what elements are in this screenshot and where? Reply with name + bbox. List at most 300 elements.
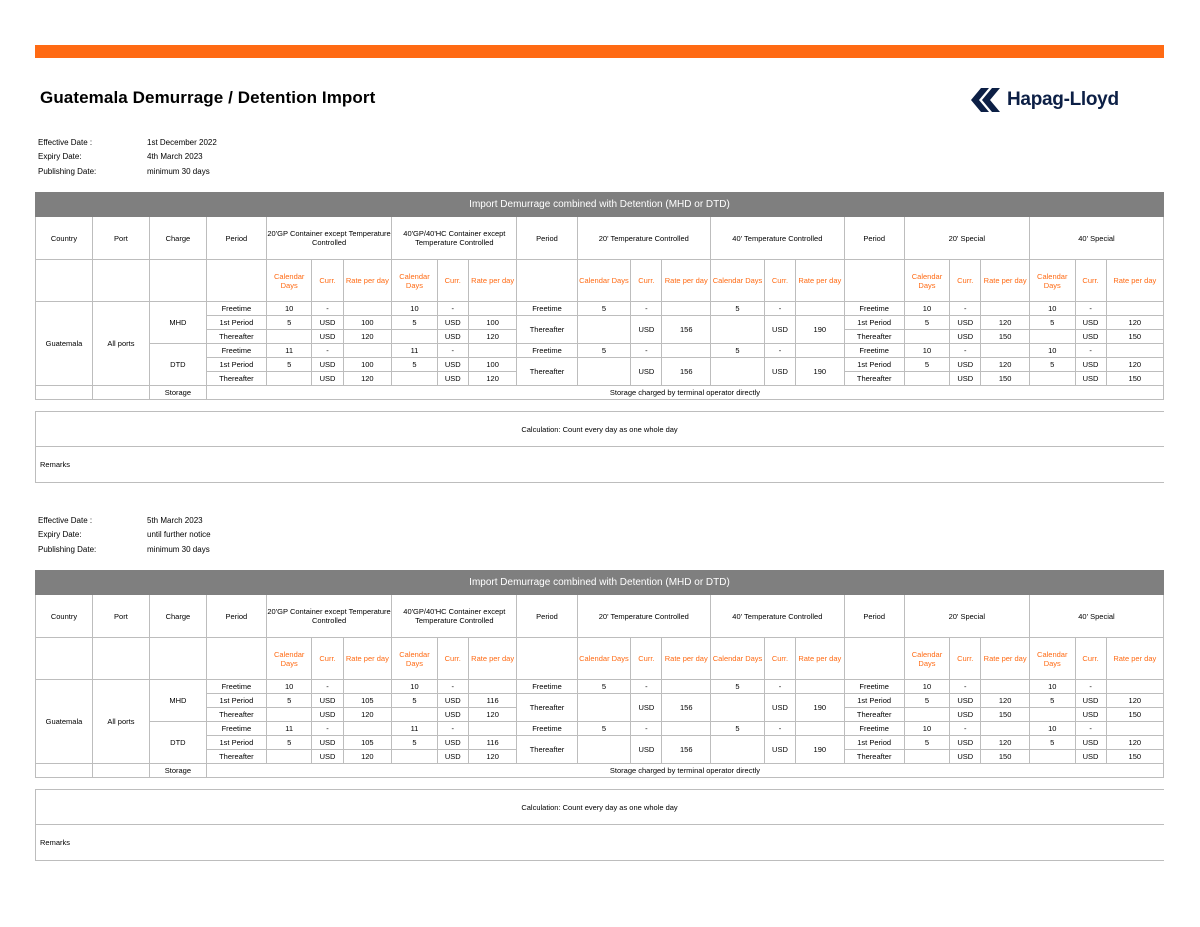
publishing-date-label: Publishing Date: (38, 544, 97, 554)
period-cell: Freetime (844, 302, 904, 316)
value-cell: 10 (1029, 302, 1075, 316)
period-cell: 1st Period (844, 316, 904, 330)
value-cell: USD (312, 316, 343, 330)
value-cell: USD (437, 694, 468, 708)
period-cell: Thereafter (517, 358, 577, 386)
period-cell: 1st Period (206, 316, 266, 330)
blank-cell (92, 386, 149, 400)
table-band-title: Import Demurrage combined with Detention (MHD or DTD) (36, 571, 1164, 595)
value-cell (904, 708, 950, 722)
sub-calendar-days: Calendar Days (1029, 638, 1075, 680)
sub-calendar-days: Calendar Days (577, 638, 631, 680)
value-cell (981, 302, 1030, 316)
sub-rate-per-day: Rate per day (795, 638, 844, 680)
value-cell: 150 (1106, 372, 1163, 386)
value-cell (981, 722, 1030, 736)
value-cell (392, 708, 438, 722)
value-cell: 100 (343, 316, 392, 330)
charge-mhd: MHD (149, 680, 206, 722)
value-cell: - (437, 722, 468, 736)
country-cell: Guatemala (36, 302, 93, 386)
value-cell: 116 (468, 736, 517, 750)
effective-date-value: 5th March 2023 (147, 516, 203, 525)
value-cell: - (312, 722, 343, 736)
value-cell: 100 (343, 358, 392, 372)
value-cell: 120 (343, 372, 392, 386)
period-cell: 1st Period (844, 736, 904, 750)
value-cell: USD (950, 694, 981, 708)
value-cell (711, 694, 765, 722)
value-cell: 5 (266, 694, 312, 708)
value-cell: 120 (981, 358, 1030, 372)
value-cell: USD (764, 358, 795, 386)
value-cell: USD (312, 330, 343, 344)
value-cell: 156 (662, 316, 711, 344)
value-cell (1106, 344, 1163, 358)
period-cell: Thereafter (206, 750, 266, 764)
expiry-date-value: 4th March 2023 (147, 152, 203, 162)
value-cell (266, 708, 312, 722)
value-cell: 120 (1106, 316, 1163, 330)
value-cell: USD (950, 372, 981, 386)
value-cell: 120 (468, 750, 517, 764)
sub-calendar-days: Calendar Days (1029, 260, 1075, 302)
value-cell (662, 344, 711, 358)
value-cell: 150 (981, 330, 1030, 344)
value-cell: - (631, 680, 662, 694)
value-cell: 5 (711, 680, 765, 694)
value-cell: 120 (1106, 358, 1163, 372)
value-cell: USD (950, 736, 981, 750)
value-cell: USD (437, 736, 468, 750)
sub-calendar-days: Calendar Days (904, 638, 950, 680)
value-cell: USD (437, 358, 468, 372)
period-cell: Freetime (844, 344, 904, 358)
sub-currency: Curr. (437, 260, 468, 302)
value-cell (266, 750, 312, 764)
value-cell: - (950, 722, 981, 736)
value-cell (795, 722, 844, 736)
value-cell: USD (312, 750, 343, 764)
value-cell: 5 (577, 344, 631, 358)
value-cell (795, 680, 844, 694)
value-cell (468, 680, 517, 694)
period-cell: Freetime (206, 302, 266, 316)
effective-date-label: Effective Date : (38, 516, 93, 525)
value-cell: - (764, 302, 795, 316)
period-cell: 1st Period (206, 736, 266, 750)
storage-note: Storage charged by terminal operator directly (206, 764, 1163, 778)
value-cell: 156 (662, 736, 711, 764)
value-cell (662, 722, 711, 736)
header-period: Period (206, 217, 266, 260)
value-cell: - (312, 680, 343, 694)
sub-rate-per-day: Rate per day (1106, 260, 1163, 302)
value-cell: 5 (392, 736, 438, 750)
header-charge: Charge (149, 595, 206, 638)
publishing-date-value: minimum 30 days (147, 544, 210, 554)
expiry-date-value: until further notice (147, 530, 211, 540)
value-cell: USD (437, 316, 468, 330)
value-cell: 5 (266, 316, 312, 330)
value-cell: 5 (392, 358, 438, 372)
value-cell: - (631, 344, 662, 358)
value-cell: 10 (266, 680, 312, 694)
blank-cell (92, 260, 149, 302)
sub-calendar-days: Calendar Days (266, 260, 312, 302)
value-cell: 150 (1106, 708, 1163, 722)
header-20-special: 20' Special (904, 217, 1029, 260)
sub-rate-per-day: Rate per day (981, 638, 1030, 680)
value-cell: 120 (468, 708, 517, 722)
value-cell: 10 (1029, 344, 1075, 358)
header-40gp-hc: 40'GP/40'HC Container except Temperature Controlled (392, 595, 517, 638)
sub-currency: Curr. (1075, 260, 1106, 302)
header-20-special: 20' Special (904, 595, 1029, 638)
brand-name: Hapag-Lloyd (1007, 89, 1119, 110)
effective-date-value: 1st December 2022 (147, 138, 217, 147)
value-cell (981, 680, 1030, 694)
value-cell: - (312, 344, 343, 358)
value-cell: 5 (1029, 736, 1075, 750)
value-cell (577, 316, 631, 344)
country-cell: Guatemala (36, 680, 93, 764)
blank-cell (36, 260, 93, 302)
period-cell: 1st Period (844, 694, 904, 708)
value-cell: USD (1075, 358, 1106, 372)
value-cell: - (631, 302, 662, 316)
value-cell (711, 316, 765, 344)
value-cell: USD (950, 708, 981, 722)
value-cell: USD (312, 694, 343, 708)
value-cell: 5 (904, 736, 950, 750)
value-cell: USD (312, 358, 343, 372)
header-period: Period (844, 217, 904, 260)
value-cell (711, 736, 765, 764)
value-cell (904, 372, 950, 386)
sub-currency: Curr. (312, 260, 343, 302)
value-cell: 11 (266, 722, 312, 736)
value-cell (343, 344, 392, 358)
header-40gp-hc: 40'GP/40'HC Container except Temperature Controlled (392, 217, 517, 260)
header-40-temp: 40' Temperature Controlled (711, 595, 845, 638)
value-cell: - (950, 680, 981, 694)
blank-cell (206, 260, 266, 302)
expiry-date-label: Expiry Date: (38, 152, 82, 162)
value-cell: 120 (1106, 694, 1163, 708)
value-cell: USD (631, 694, 662, 722)
page-title: Guatemala Demurrage / Detention Import (40, 88, 376, 107)
sub-rate-per-day: Rate per day (468, 260, 517, 302)
value-cell (1106, 722, 1163, 736)
period-cell: Freetime (517, 344, 577, 358)
value-cell: 100 (468, 316, 517, 330)
period-cell: Freetime (206, 680, 266, 694)
value-cell: USD (764, 736, 795, 764)
value-cell (343, 722, 392, 736)
value-cell: 10 (1029, 680, 1075, 694)
header-period: Period (517, 595, 577, 638)
header-20-temp: 20' Temperature Controlled (577, 217, 711, 260)
header-40-special: 40' Special (1029, 595, 1163, 638)
rate-table-1 (35, 192, 1164, 400)
value-cell (795, 302, 844, 316)
value-cell: - (437, 680, 468, 694)
value-cell (1029, 708, 1075, 722)
value-cell (981, 344, 1030, 358)
sub-calendar-days: Calendar Days (392, 260, 438, 302)
value-cell: - (950, 344, 981, 358)
value-cell: USD (631, 358, 662, 386)
value-cell: 5 (904, 358, 950, 372)
period-cell: Thereafter (844, 372, 904, 386)
value-cell: USD (631, 736, 662, 764)
period-cell: Thereafter (206, 372, 266, 386)
sub-currency: Curr. (764, 638, 795, 680)
publishing-date-label: Publishing Date: (38, 166, 97, 176)
charge-dtd: DTD (149, 722, 206, 764)
value-cell: 150 (981, 750, 1030, 764)
value-cell: 150 (981, 708, 1030, 722)
period-cell: Thereafter (844, 330, 904, 344)
value-cell (1029, 750, 1075, 764)
value-cell (711, 358, 765, 386)
value-cell: 5 (266, 358, 312, 372)
rate-table-2 (35, 570, 1164, 778)
period-cell: 1st Period (844, 358, 904, 372)
value-cell (343, 302, 392, 316)
value-cell (904, 330, 950, 344)
charge-mhd: MHD (149, 302, 206, 344)
top-accent-bar (35, 45, 1164, 58)
value-cell: 5 (711, 722, 765, 736)
value-cell: USD (1075, 750, 1106, 764)
value-cell: 120 (343, 330, 392, 344)
header-period: Period (844, 595, 904, 638)
value-cell: 5 (392, 694, 438, 708)
remarks-label: Remarks (40, 460, 71, 469)
effective-date-label: Effective Date : (38, 138, 93, 147)
value-cell: - (764, 344, 795, 358)
value-cell: USD (950, 358, 981, 372)
value-cell: 11 (392, 344, 438, 358)
value-cell: 10 (392, 680, 438, 694)
value-cell: 5 (266, 736, 312, 750)
value-cell: - (764, 722, 795, 736)
value-cell: - (1075, 680, 1106, 694)
hapag-lloyd-swoosh-icon (967, 88, 1001, 112)
period-cell: Thereafter (517, 736, 577, 764)
value-cell: - (1075, 344, 1106, 358)
value-cell (662, 680, 711, 694)
value-cell: 10 (904, 302, 950, 316)
value-cell (577, 736, 631, 764)
sub-calendar-days: Calendar Days (904, 260, 950, 302)
value-cell: 5 (1029, 694, 1075, 708)
value-cell (266, 330, 312, 344)
blank-cell (844, 638, 904, 680)
value-cell: 150 (1106, 750, 1163, 764)
blank-cell (92, 764, 149, 778)
value-cell: 120 (1106, 736, 1163, 750)
value-cell: 5 (904, 316, 950, 330)
header-20gp: 20'GP Container except Temperature Controlled (266, 217, 391, 260)
header-period: Period (517, 217, 577, 260)
calculation-box-1 (35, 411, 1164, 483)
sub-calendar-days: Calendar Days (392, 638, 438, 680)
section-1-meta (38, 136, 217, 179)
value-cell: 10 (266, 302, 312, 316)
header-40-special: 40' Special (1029, 217, 1163, 260)
value-cell: USD (1075, 330, 1106, 344)
period-cell: Thereafter (844, 708, 904, 722)
period-cell: Freetime (206, 722, 266, 736)
period-cell: Freetime (206, 344, 266, 358)
value-cell: 120 (981, 694, 1030, 708)
value-cell: 105 (343, 694, 392, 708)
value-cell (1029, 372, 1075, 386)
value-cell: 190 (795, 694, 844, 722)
value-cell: 116 (468, 694, 517, 708)
sub-currency: Curr. (1075, 638, 1106, 680)
value-cell: USD (312, 708, 343, 722)
sub-rate-per-day: Rate per day (343, 260, 392, 302)
blank-cell (206, 638, 266, 680)
period-cell: 1st Period (206, 358, 266, 372)
value-cell (1106, 302, 1163, 316)
period-cell: Freetime (517, 680, 577, 694)
period-cell: Thereafter (206, 330, 266, 344)
value-cell: - (1075, 302, 1106, 316)
value-cell: 5 (711, 302, 765, 316)
value-cell (1106, 680, 1163, 694)
value-cell: USD (1075, 708, 1106, 722)
value-cell (577, 694, 631, 722)
sub-rate-per-day: Rate per day (662, 638, 711, 680)
blank-cell (149, 638, 206, 680)
value-cell: 5 (1029, 316, 1075, 330)
value-cell: - (437, 344, 468, 358)
sub-calendar-days: Calendar Days (266, 638, 312, 680)
value-cell: 105 (343, 736, 392, 750)
value-cell: 190 (795, 358, 844, 386)
value-cell: 120 (981, 736, 1030, 750)
value-cell (392, 750, 438, 764)
value-cell: - (437, 302, 468, 316)
value-cell: 11 (392, 722, 438, 736)
sub-rate-per-day: Rate per day (1106, 638, 1163, 680)
value-cell: 5 (1029, 358, 1075, 372)
value-cell: 190 (795, 736, 844, 764)
header-country: Country (36, 217, 93, 260)
calculation-note: Calculation: Count every day as one whole day (521, 425, 678, 434)
value-cell (468, 722, 517, 736)
value-cell: 5 (577, 302, 631, 316)
period-cell: Thereafter (517, 694, 577, 722)
value-cell: 5 (577, 722, 631, 736)
publishing-date-value: minimum 30 days (147, 166, 210, 176)
blank-cell (517, 638, 577, 680)
value-cell: 5 (392, 316, 438, 330)
charge-dtd: DTD (149, 344, 206, 386)
value-cell: - (764, 680, 795, 694)
sub-currency: Curr. (312, 638, 343, 680)
value-cell (468, 302, 517, 316)
header-charge: Charge (149, 217, 206, 260)
value-cell: 10 (904, 344, 950, 358)
sub-currency: Curr. (437, 638, 468, 680)
value-cell: 10 (1029, 722, 1075, 736)
value-cell: 120 (468, 330, 517, 344)
value-cell: USD (437, 750, 468, 764)
calculation-note: Calculation: Count every day as one whole day (521, 803, 678, 812)
table-band-title: Import Demurrage combined with Detention (MHD or DTD) (36, 193, 1164, 217)
sub-currency: Curr. (631, 638, 662, 680)
value-cell (1029, 330, 1075, 344)
header-country: Country (36, 595, 93, 638)
sub-currency: Curr. (764, 260, 795, 302)
value-cell: - (1075, 722, 1106, 736)
value-cell: USD (437, 372, 468, 386)
period-cell: Thereafter (206, 708, 266, 722)
value-cell: 150 (1106, 330, 1163, 344)
period-cell: Freetime (844, 680, 904, 694)
value-cell: USD (312, 372, 343, 386)
value-cell (662, 302, 711, 316)
value-cell: USD (764, 316, 795, 344)
storage-label: Storage (149, 386, 206, 400)
value-cell: USD (437, 708, 468, 722)
value-cell (468, 344, 517, 358)
value-cell: USD (437, 330, 468, 344)
value-cell: USD (764, 694, 795, 722)
blank-cell (92, 638, 149, 680)
value-cell: 10 (392, 302, 438, 316)
value-cell: 150 (981, 372, 1030, 386)
value-cell: 5 (577, 680, 631, 694)
brand-logo (967, 86, 1119, 114)
storage-label: Storage (149, 764, 206, 778)
section-2-meta (38, 514, 211, 557)
value-cell: 100 (468, 358, 517, 372)
value-cell (343, 680, 392, 694)
value-cell: 5 (904, 694, 950, 708)
header-20-temp: 20' Temperature Controlled (577, 595, 711, 638)
port-cell: All ports (92, 302, 149, 386)
header-40-temp: 40' Temperature Controlled (711, 217, 845, 260)
value-cell: - (312, 302, 343, 316)
sub-currency: Curr. (950, 260, 981, 302)
value-cell (577, 358, 631, 386)
value-cell: USD (1075, 372, 1106, 386)
value-cell (795, 344, 844, 358)
value-cell: USD (950, 330, 981, 344)
value-cell: USD (950, 316, 981, 330)
period-cell: Freetime (517, 722, 577, 736)
blank-cell (36, 638, 93, 680)
value-cell: 11 (266, 344, 312, 358)
value-cell: 5 (711, 344, 765, 358)
blank-cell (36, 764, 93, 778)
value-cell: USD (1075, 316, 1106, 330)
value-cell: 120 (343, 708, 392, 722)
calculation-box-2 (35, 789, 1164, 861)
value-cell (266, 372, 312, 386)
value-cell: USD (1075, 694, 1106, 708)
value-cell: 10 (904, 680, 950, 694)
blank-cell (844, 260, 904, 302)
value-cell (904, 750, 950, 764)
